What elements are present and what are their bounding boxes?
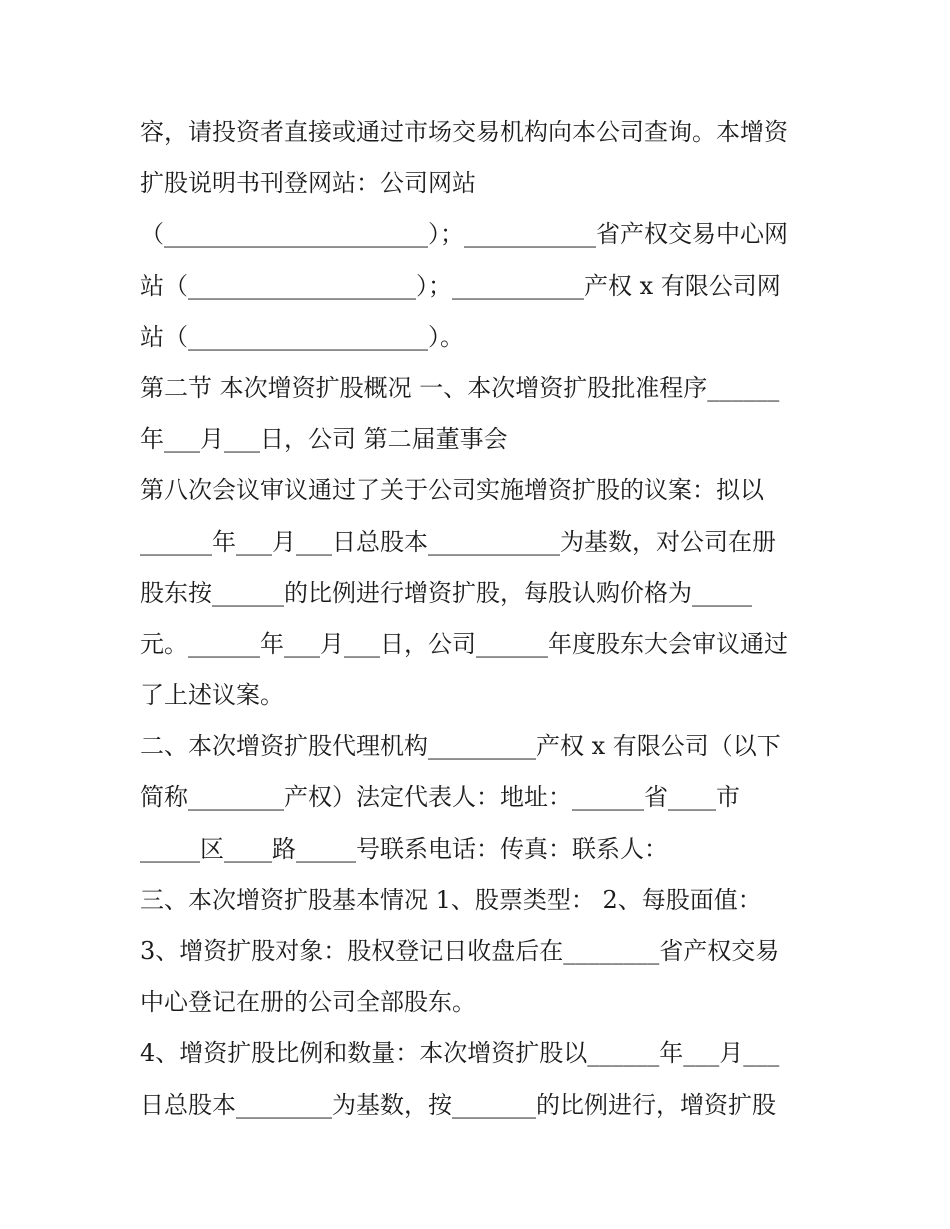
text-line: 站（___________________）；___________产权 x 有限公司网 [140, 271, 781, 300]
text-line: （______________________）；___________省产权交易中心网 [140, 220, 788, 249]
text-line: 站（____________________）。 [140, 322, 464, 351]
text-line: _____区____路_____号联系电话：传真：联系人： [140, 834, 668, 863]
text-line: 元。______年___月___日，公司______年度股东大会审议通过 [140, 629, 788, 658]
text-line: 扩股说明书刊登网站：公司网站 [140, 169, 476, 198]
section-heading-line: 第二节 本次增资扩股概况 一、本次增资扩股批准程序______ [140, 373, 780, 402]
list-item-line: 4、增资扩股比例和数量：本次增资扩股以______年___月___ [140, 1039, 780, 1068]
text-line: 股东按______的比例进行增资扩股，每股认购价格为_____ [140, 578, 752, 607]
text-line: 年___月___日，公司 第二届董事会 [140, 425, 508, 454]
text-line: 容，请投资者直接或通过市场交易机构向本公司查询。本增资 [140, 118, 788, 146]
text-line: 中心登记在册的公司全部股东。 [140, 988, 476, 1017]
text-line: 了上述议案。 [140, 681, 284, 710]
document-body [140, 107, 820, 1131]
text-line: 日总股本________为基数，按_______的比例进行，增资扩股 [140, 1090, 776, 1119]
list-item-line: 3、增资扩股对象：股权登记日收盘后在________省产权交易 [140, 937, 780, 965]
text-line: ______年___月___日总股本___________为基数，对公司在册 [140, 527, 776, 556]
text-line: 第八次会议审议通过了关于公司实施增资扩股的议案：拟以 [140, 476, 764, 505]
subsection-line: 二、本次增资扩股代理机构_________产权 x 有限公司（以下 [140, 732, 781, 761]
subsection-line: 三、本次增资扩股基本情况 1、股票类型： 2、每股面值： [140, 885, 762, 914]
text-line: 简称________产权）法定代表人：地址：______省____市 [140, 783, 740, 812]
